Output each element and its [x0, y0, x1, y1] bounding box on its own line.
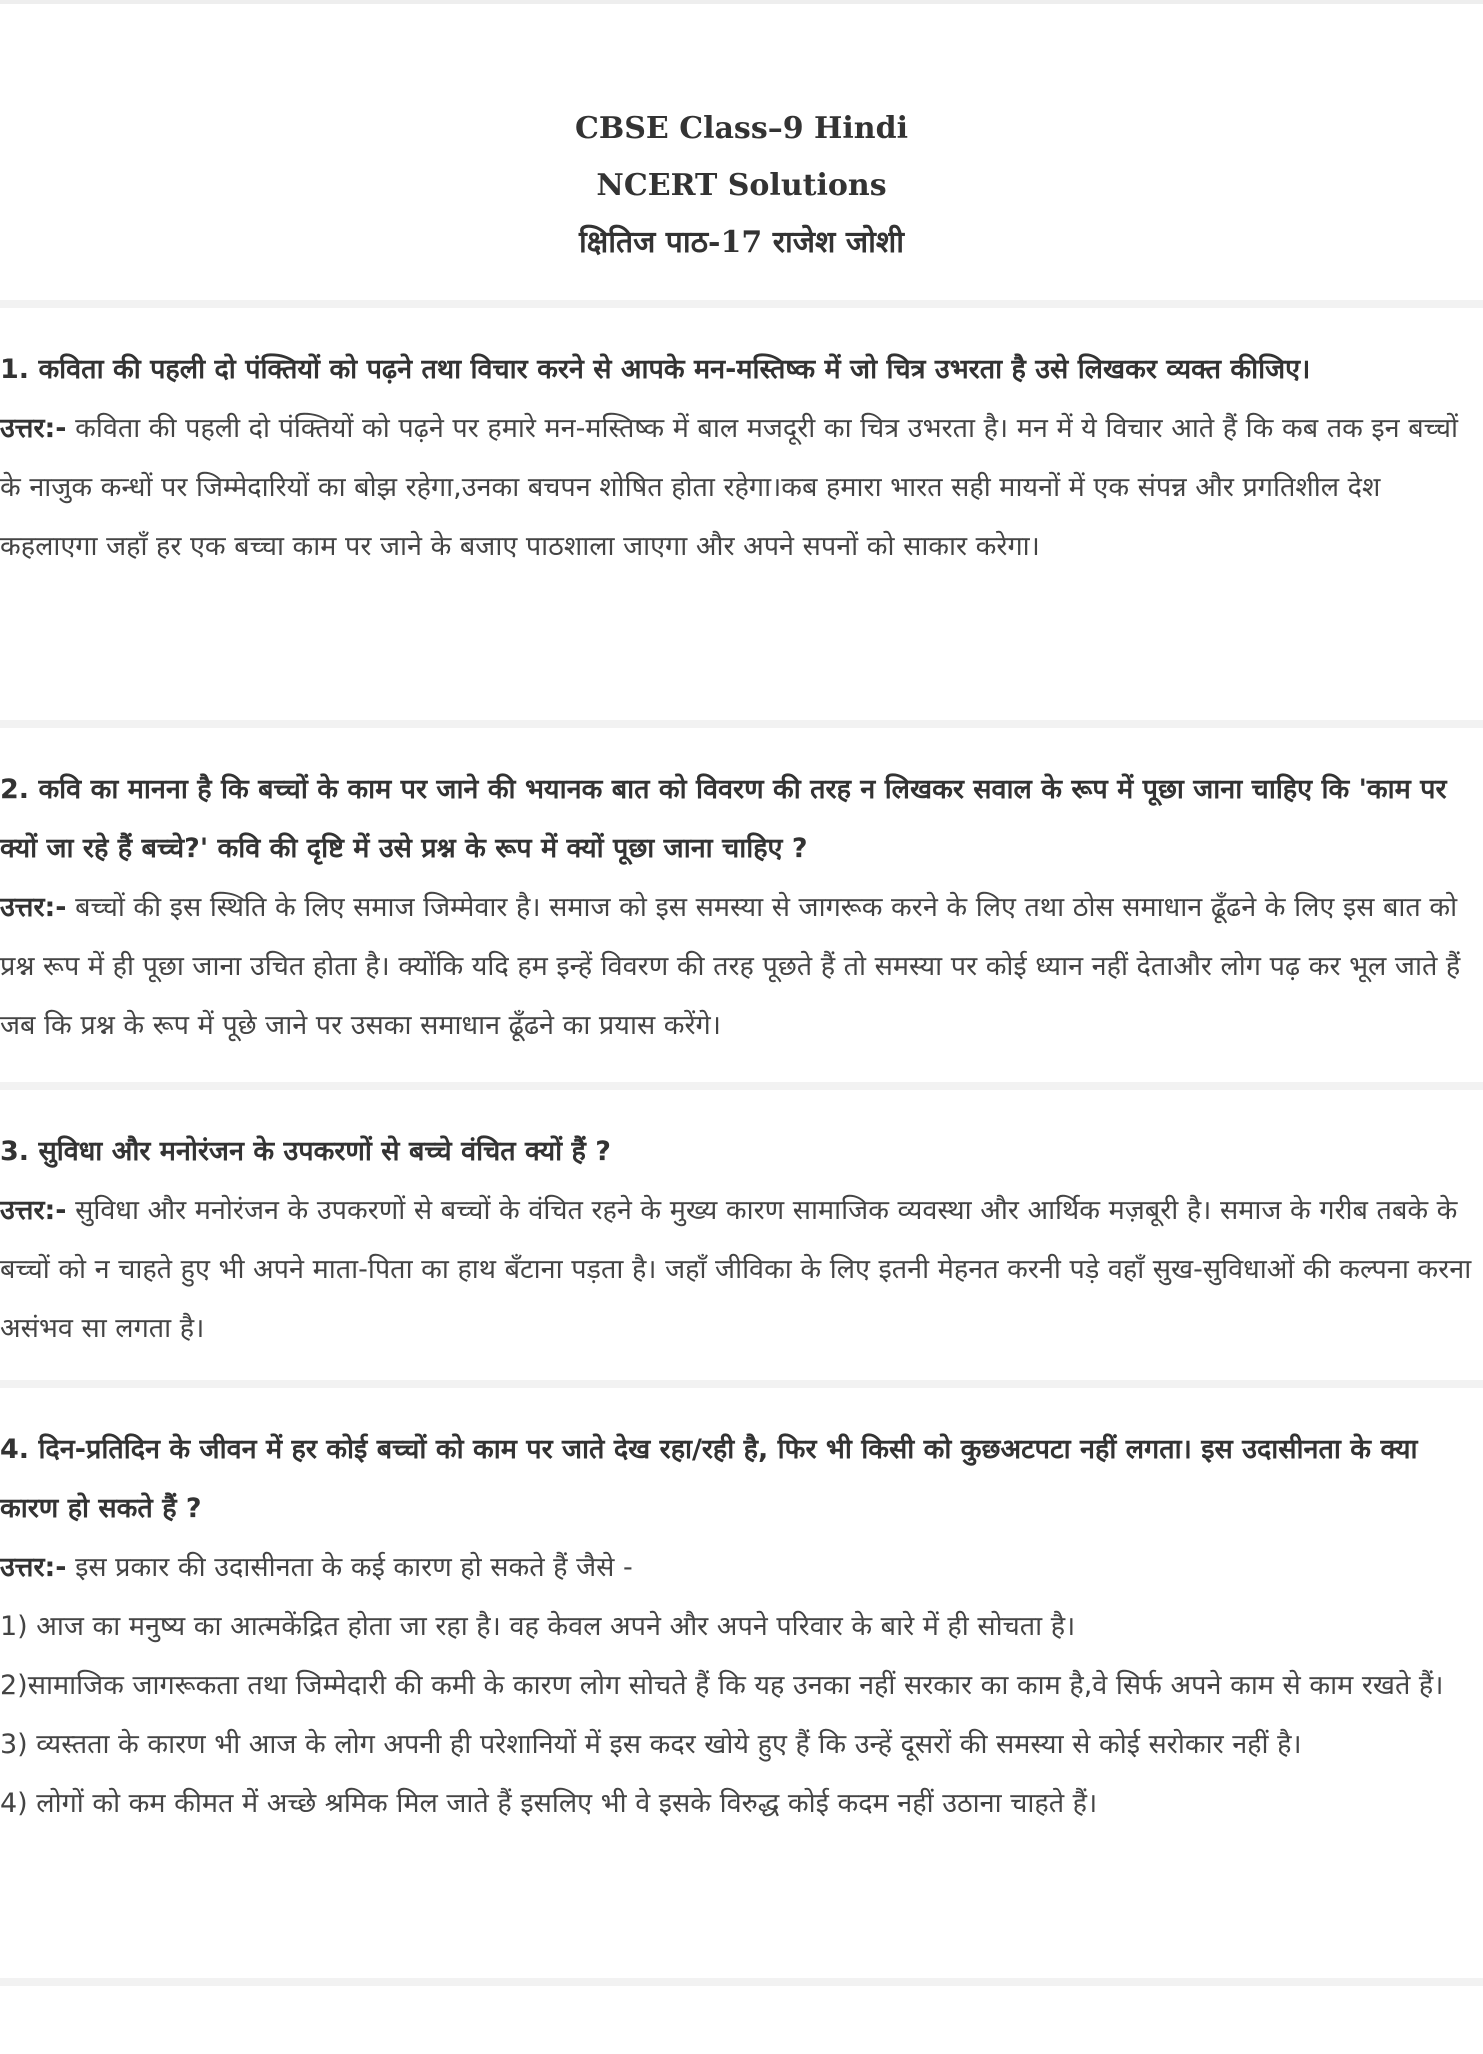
header-subtitle: NCERT Solutions	[596, 168, 887, 203]
answer-point: 4) लोगों को कम कीमत में अच्छे श्रमिक मिल जाते हैं इसलिए भी वे इसके विरुद्ध कोई कदम नहीं उठाना चाहते हैं।	[0, 1788, 1098, 1819]
section-divider	[0, 1380, 1483, 1388]
question-block-1	[0, 340, 1475, 576]
question-text: 4. दिन-प्रतिदिन के जीवन में हर कोई बच्चों को काम पर जाते देख रहा/रही है, फिर भी किसी को कुछअटपटा नहीं लगता। इस उदासीनता के क्या कारण हो सकते हैं ?	[0, 1434, 1418, 1524]
answer-text	[0, 399, 1475, 576]
top-divider	[0, 0, 1483, 4]
answer-label: उत्तर:-	[0, 1195, 67, 1226]
question-block-2	[0, 760, 1475, 1055]
answer-point: 2)सामाजिक जागरूकता तथा जिम्मेदारी की कमी के कारण लोग सोचते हैं कि यह उनका नहीं सरकार का काम है,वे सिर्फ अपने काम से काम रखते हैं।	[0, 1670, 1444, 1701]
section-divider	[0, 1082, 1483, 1090]
answer-body: बच्चों की इस स्थिति के लिए समाज जिम्मेवार है। समाज को इस समस्या से जागरूक करने के लिए तथा ठोस समाधान ढूँढने के लिए इस बात को प्रश्न रूप में ही पूछा जाना उचित होता है। क्योंकि यदि हम इन्हें विवरण की तरह पूछते हैं तो समस्या पर कोई ध्यान नहीं देताऔर लोग पढ़ कर भूल जाते हैं जब कि प्रश्न के रूप में पूछे जाने पर उसका समाधान ढूँढने का प्रयास करेंगे।	[0, 892, 1461, 1041]
answer-body: सुविधा और मनोरंजन के उपकरणों से बच्चों के वंचित रहने के मुख्य कारण सामाजिक व्यवस्था और आर्थिक मज़बूरी है। समाज के गरीब तबके के बच्चों को न चाहते हुए भी अपने माता-पिता का हाथ बँटाना पड़ता है। जहाँ जीविका के लिए इतनी मेहनत करनी पड़े वहाँ सुख-सुविधाओं की कल्पना करना असंभव सा लगता है।	[0, 1195, 1472, 1344]
answer-point: 3) व्यस्तता के कारण भी आज के लोग अपनी ही परेशानियों में इस कदर खोये हुए हैं कि उन्हें दूसरों की समस्या से कोई सरोकार नहीं है।	[0, 1729, 1302, 1760]
answer-text	[0, 878, 1475, 1055]
section-divider	[0, 300, 1483, 308]
answer-body: कविता की पहली दो पंक्तियों को पढ़ने पर हमारे मन-मस्तिष्क में बाल मजदूरी का चित्र उभरता है। मन में ये विचार आते हैं कि कब तक इन बच्चों के नाजुक कन्धों पर जिम्मेदारियों का बोझ रहेगा,उनका बचपन शोषित होता रहेगा।कब हमारा भारत सही मायनों में एक संपन्न और प्रगतिशील देश कहलाएगा जहाँ हर एक बच्चा काम पर जाने के बजाए पाठशाला जाएगा और अपने सपनों को साकार करेगा।	[0, 413, 1458, 562]
question-text: 2. कवि का मानना है कि बच्चों के काम पर जाने की भयानक बात को विवरण की तरह न लिखकर सवाल के रूप में पूछा जाना चाहिए कि 'काम पर क्यों जा रहे हैं बच्चे?' कवि की दृष्टि में उसे प्रश्न के रूप में क्यों पूछा जाना चाहिए ?	[0, 774, 1447, 864]
answer-body: इस प्रकार की उदासीनता के कई कारण हो सकते हैं जैसे -	[75, 1552, 633, 1583]
header-chapter: क्षितिज पाठ-17 राजेश जोशी	[578, 225, 905, 260]
question-block-4	[0, 1420, 1475, 1833]
question-text: 1. कविता की पहली दो पंक्तियों को पढ़ने तथा विचार करने से आपके मन-मस्तिष्क में जो चित्र उभरता है उसे लिखकर व्यक्त कीजिए।	[0, 354, 1311, 385]
answer-label: उत्तर:-	[0, 1552, 67, 1583]
answer-point: 1) आज का मनुष्य का आत्मकेंद्रित होता जा रहा है। वह केवल अपने और अपने परिवार के बारे में ही सोचता है।	[0, 1611, 1076, 1642]
document-header	[0, 100, 1483, 271]
question-text: 3. सुविधा और मनोरंजन के उपकरणों से बच्चे वंचित क्यों हैं ?	[0, 1136, 611, 1167]
answer-label: उत्तर:-	[0, 413, 67, 444]
question-block-3	[0, 1122, 1475, 1358]
header-title: CBSE Class–9 Hindi	[575, 111, 908, 146]
answer-text	[0, 1181, 1475, 1358]
answer-label: उत्तर:-	[0, 892, 67, 923]
section-divider	[0, 1978, 1483, 1986]
answer-text	[0, 1538, 1475, 1597]
section-divider	[0, 720, 1483, 728]
